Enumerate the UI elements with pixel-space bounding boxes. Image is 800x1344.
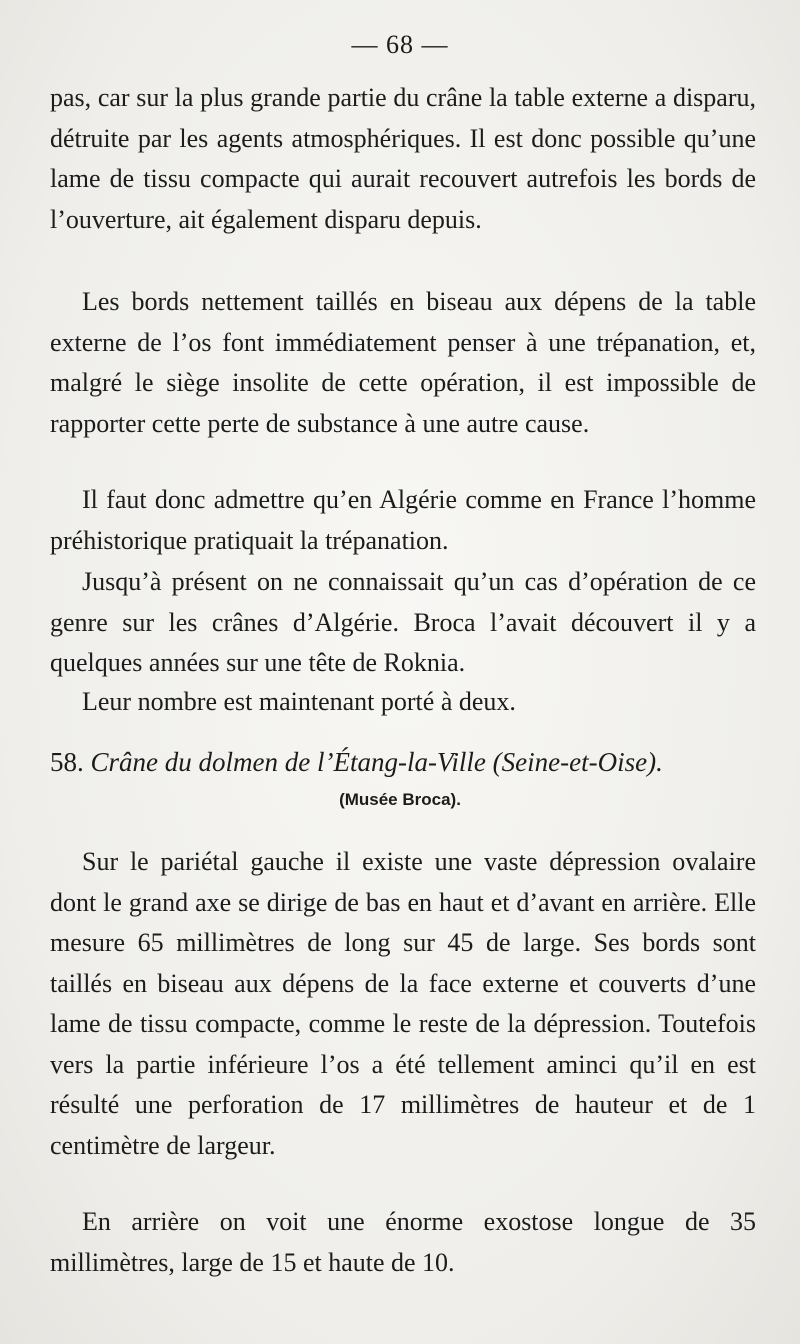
section-source: (Musée Broca). bbox=[339, 790, 461, 809]
page-number: — 68 — bbox=[351, 30, 449, 59]
paragraph-continued: pas, car sur la plus grande partie du crâne la table externe a disparu, détruite par les agents atmosphériques. Il est donc possible qu’une lame de tissu compacte qui aurait recouvert autrefois les bords de l’ouverture, ait également disparu depuis. bbox=[50, 83, 756, 234]
paragraph-exostosis: En arrière on voit une énorme exostose longue de 35 millimètres, large de 15 et haute de 10. bbox=[50, 1207, 756, 1277]
section-title: Crâne du dolmen de l’Étang-la-Ville (Seine-et-Oise). bbox=[90, 747, 663, 777]
paragraph-trepanation: Les bords nettement taillés en biseau aux dépens de la table externe de l’os font immédiatement penser à une trépanation, et, malgré le siège insolite de cette opération, il est impossible de rapporter cette perte de substance à une autre cause. bbox=[50, 287, 756, 438]
section-number: 58. bbox=[50, 747, 84, 777]
section-heading bbox=[50, 742, 760, 782]
paragraph-conclusion: Il faut donc admettre qu’en Algérie comme en France l’homme préhistorique pratiquait la trépanation. bbox=[50, 485, 756, 555]
paragraph-broca-case: Jusqu’à présent on ne connaissait qu’un cas d’opération de ce genre sur les crânes d’Algérie. Broca l’avait découvert il y a quelques années sur une tête de Roknia. bbox=[50, 567, 756, 677]
paragraph-count: Leur nombre est maintenant porté à deux. bbox=[82, 687, 516, 716]
paragraph-description: Sur le pariétal gauche il existe une vaste dépression ovalaire dont le grand axe se dirige de bas en haut et d’avant en arrière. Elle mesure 65 millimètres de long sur 45 de large. Ses bords sont taillés en biseau aux dépens de la face externe et couverts d’une lame de tissu compacte, comme le reste de la dépression. Toutefois vers la partie inférieure l’os a été tellement aminci qu’il en est résulté une perforation de 17 millimètres de hauteur et de 1 centimètre de largeur. bbox=[50, 847, 756, 1160]
